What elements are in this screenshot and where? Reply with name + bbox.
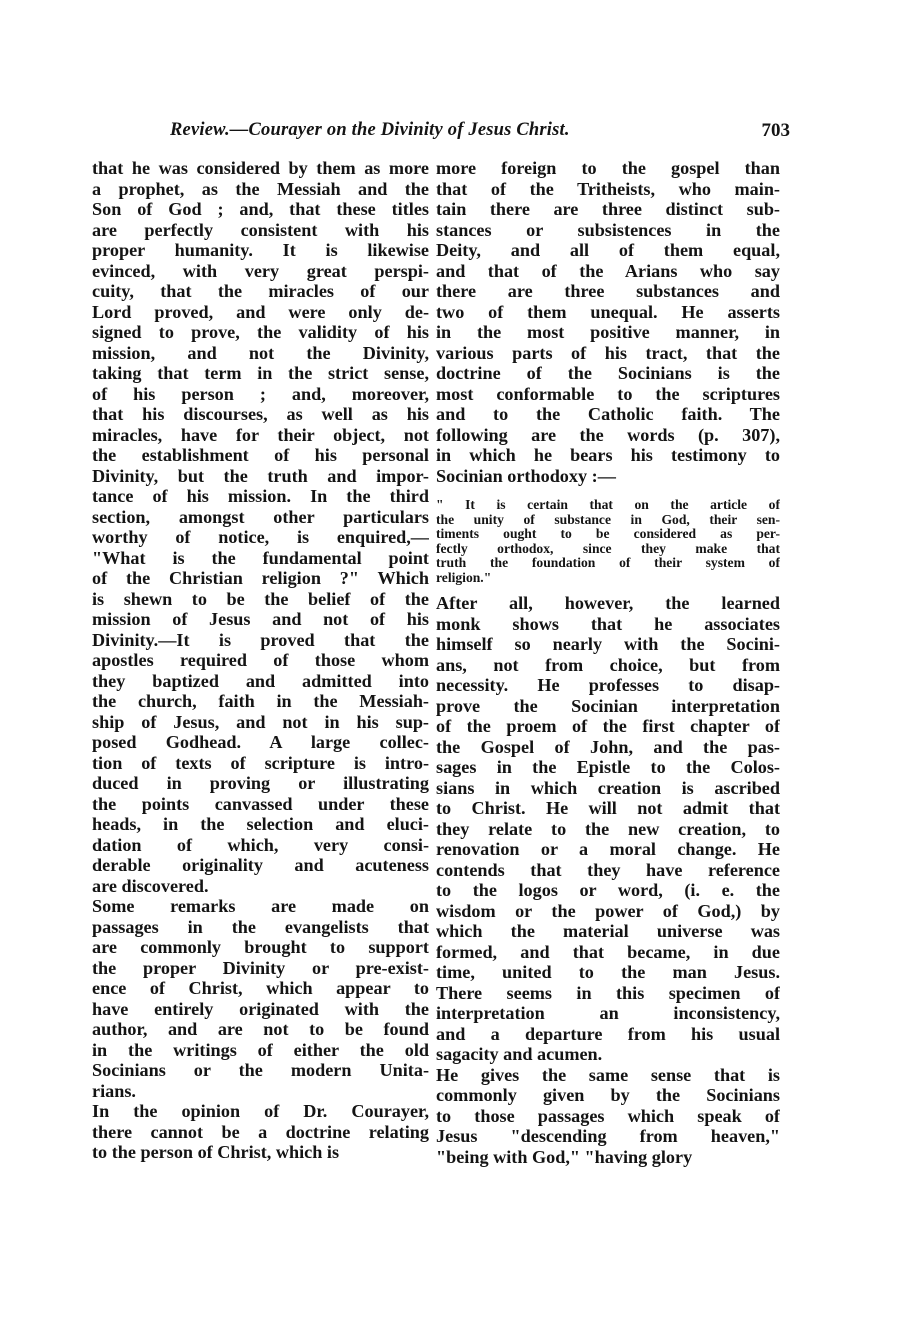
text-line: sagacity and acumen. [436, 1044, 603, 1064]
text-line: stances or subsistences in the [436, 219, 780, 240]
page-number: 703 [761, 120, 790, 141]
text-line: mission, and not the Divinity, [92, 342, 429, 363]
text-line: He gives the same sense that is [436, 1064, 780, 1085]
text-line: There seems in this specimen of [436, 982, 780, 1003]
text-line: most conformable to the scriptures [436, 383, 780, 404]
text-line: mission of Jesus and not of his [92, 609, 429, 629]
text-line: the church, faith in the Messiah- [92, 691, 429, 711]
text-line: the unity of substance in God, their sen- [436, 512, 780, 527]
text-line: that his discourses, as well as his [92, 404, 429, 424]
text-line: of his person ; and, moreover, [92, 383, 429, 404]
text-line: tance of his mission. In the third [92, 486, 429, 506]
text-line: which the material universe was [436, 921, 780, 941]
text-line: to the person of Christ, which is [92, 1142, 340, 1162]
text-line: sages in the Epistle to the Colos- [436, 757, 780, 777]
text-line: heads, in the selection and eluci- [92, 814, 429, 834]
block-quote [436, 498, 780, 585]
text-line: is shewn to be the belief of the [92, 588, 429, 609]
text-line: In the opinion of Dr. Courayer, [92, 1101, 429, 1121]
text-line: Jesus "descending from heaven," [436, 1126, 780, 1146]
left-column [92, 158, 429, 1163]
text-line: proper humanity. It is likewise [92, 240, 429, 260]
text-line: of the Christian religion ?" Which [92, 568, 429, 588]
text-line: in which he bears his testimony to [436, 445, 780, 465]
text-line: Socinian orthodoxy :— [436, 465, 616, 486]
text-line: various parts of his tract, that the [436, 342, 780, 363]
text-line: more foreign to the gospel than [436, 158, 780, 178]
running-title: Review.—Courayer on the Divinity of Jesus Christ. [170, 120, 570, 140]
text-line: tain there are three distinct sub- [436, 199, 780, 219]
text-line: section, amongst other particulars [92, 506, 429, 527]
text-line: passages in the evangelists that [92, 916, 429, 937]
text-line: "What is the fundamental point [92, 547, 429, 568]
text-line: evinced, with very great perspi- [92, 260, 429, 281]
right-column [436, 158, 780, 1167]
text-line: cuity, that the miracles of our [92, 281, 429, 301]
text-line: they relate to the new creation, to [436, 818, 780, 839]
text-line: taking that term in the strict sense, [92, 363, 429, 383]
text-line: Divinity.—It is proved that the [92, 629, 429, 650]
text-line: time, united to the man Jesus. [436, 962, 780, 982]
text-line: miracles, have for their object, not [92, 424, 429, 445]
text-line: ship of Jesus, and not in his sup- [92, 711, 429, 732]
text-line: himself so nearly with the Socini- [436, 634, 780, 654]
text-line: in the writings of either the old [92, 1039, 429, 1060]
text-line: have entirely originated with the [92, 998, 429, 1019]
text-line: two of them unequal. He asserts [436, 301, 780, 322]
text-line: signed to prove, the validity of his [92, 322, 429, 342]
text-line: in the most positive manner, in [436, 322, 780, 342]
text-line: timents ought to be considered as per- [436, 527, 780, 541]
text-line: Divinity, but the truth and impor- [92, 465, 429, 486]
text-line: monk shows that he associates [436, 613, 780, 634]
text-line: and that of the Arians who say [436, 260, 780, 281]
text-line: are perfectly consistent with his [92, 219, 429, 240]
text-line: ence of Christ, which appear to [92, 978, 429, 998]
text-line: to the logos or word, (i. e. the [436, 880, 780, 900]
text-line: of the proem of the first chapter of [436, 716, 780, 736]
text-line: are commonly brought to support [92, 937, 429, 957]
text-line: that he was considered by them as more [92, 158, 429, 178]
text-line: apostles required of those whom [92, 650, 429, 670]
right-column-text-top [436, 158, 780, 486]
text-line: and to the Catholic faith. The [436, 404, 780, 424]
text-line: prove the Socinian interpretation [436, 695, 780, 716]
text-line: the Gospel of John, and the pas- [436, 736, 780, 757]
text-line: the proper Divinity or pre-exist- [92, 957, 429, 978]
text-line: fectly orthodox, since they make that [436, 541, 780, 556]
text-line: they baptized and admitted into [92, 670, 429, 691]
right-column-text-bottom [436, 593, 780, 1167]
text-line: wisdom or the power of God,) by [436, 900, 780, 921]
text-line: rians. [92, 1080, 136, 1101]
text-line: doctrine of the Socinians is the [436, 363, 780, 383]
text-line: posed Godhead. A large collec- [92, 732, 429, 752]
text-line: formed, and that became, in due [436, 941, 780, 962]
text-line: dation of which, very consi- [92, 834, 429, 855]
text-line: derable originality and acuteness [92, 855, 429, 875]
text-line: and a departure from his usual [436, 1023, 780, 1044]
text-line: Son of God ; and, that these titles [92, 199, 429, 219]
text-line: interpretation an inconsistency, [436, 1003, 780, 1023]
text-line: sians in which creation is ascribed [436, 777, 780, 798]
text-line: a prophet, as the Messiah and the [92, 178, 429, 199]
text-line: following are the words (p. 307), [436, 424, 780, 445]
text-line: author, and are not to be found [92, 1019, 429, 1039]
text-line: renovation or a moral change. He [436, 839, 780, 859]
text-line: contends that they have reference [436, 859, 780, 880]
text-line: religion." [436, 570, 492, 585]
text-line: " It is certain that on the article of [436, 498, 780, 512]
text-line: Socinians or the modern Unita- [92, 1060, 429, 1080]
text-line: necessity. He professes to disap- [436, 675, 780, 695]
text-line: tion of texts of scripture is intro- [92, 752, 429, 773]
text-line: commonly given by the Socinians [436, 1085, 780, 1105]
text-line: Deity, and all of them equal, [436, 240, 780, 260]
text-line: truth the foundation of their system of [436, 556, 780, 570]
text-line: duced in proving or illustrating [92, 773, 429, 793]
text-line: worthy of notice, is enquired,— [92, 527, 429, 547]
text-line: to those passages which speak of [436, 1105, 780, 1126]
text-line: Some remarks are made on [92, 896, 429, 916]
text-line: the establishment of his personal [92, 445, 429, 465]
text-line: to Christ. He will not admit that [436, 798, 780, 818]
text-line: there cannot be a doctrine relating [92, 1121, 429, 1142]
running-header [150, 120, 790, 150]
text-line: that of the Tritheists, who main- [436, 178, 780, 199]
text-line: "being with God," "having glory [436, 1146, 693, 1167]
text-line: the points canvassed under these [92, 793, 429, 814]
text-line: Lord proved, and were only de- [92, 301, 429, 322]
text-line: ans, not from choice, but from [436, 654, 780, 675]
text-line: After all, however, the learned [436, 593, 780, 613]
text-line: there are three substances and [436, 281, 780, 301]
text-line: are discovered. [92, 875, 209, 896]
